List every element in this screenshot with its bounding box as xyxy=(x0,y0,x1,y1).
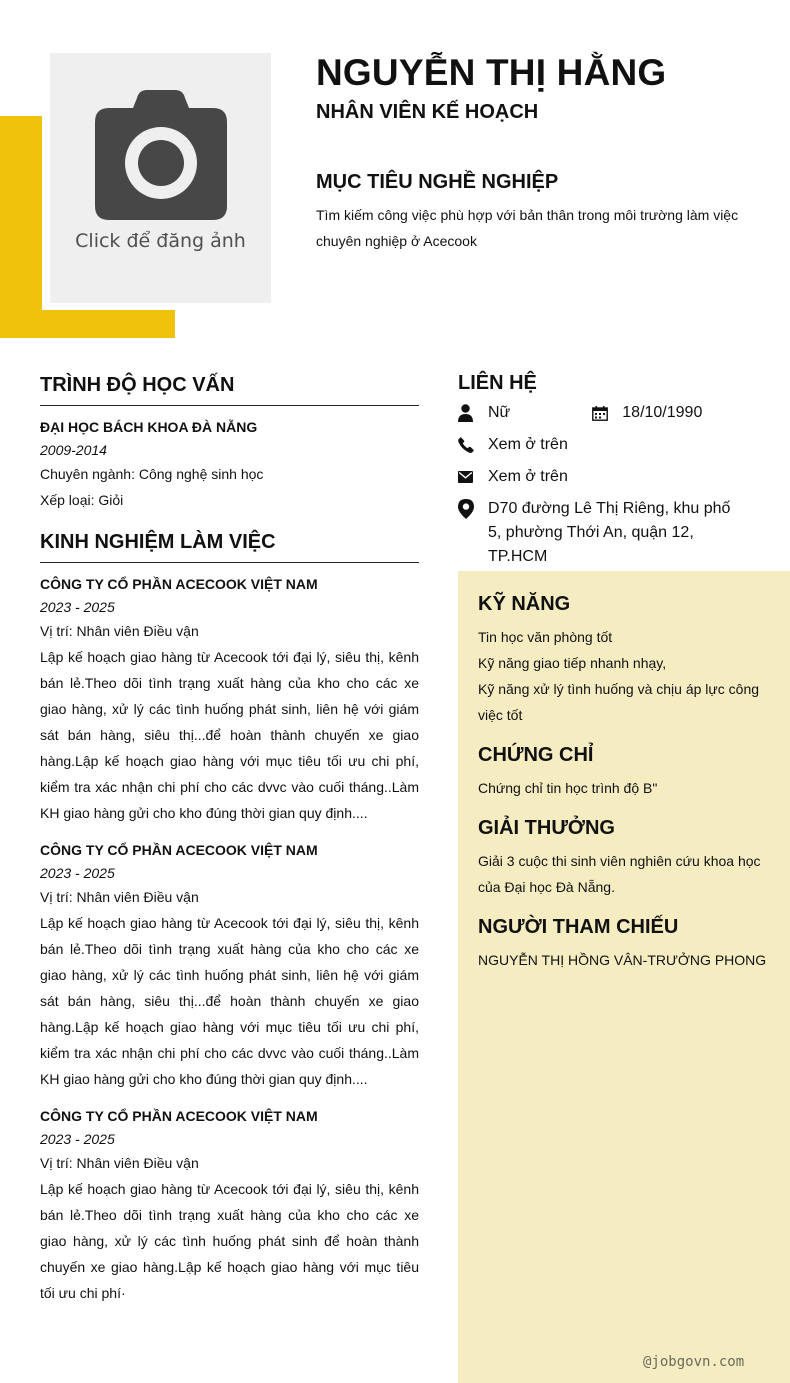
watermark: @jobgovn.com xyxy=(643,1354,745,1370)
company-name: CÔNG TY CỔ PHẦN ACECOOK VIỆT NAM xyxy=(40,1108,318,1124)
skill-item: Kỹ năng giao tiếp nhanh nhạy, xyxy=(478,655,667,671)
calendar-icon xyxy=(592,401,622,425)
experience-entry xyxy=(40,1104,419,1306)
education-major: Chuyên ngành: Công nghệ sinh học xyxy=(40,466,264,482)
location-pin-icon xyxy=(458,497,488,521)
experience-position: Vị trí: Nhân viên Điều vận xyxy=(40,623,199,639)
skill-item: Kỹ năng xử lý tình huống và chịu áp lực công việc tốt xyxy=(478,681,760,723)
certificates-section xyxy=(478,744,770,801)
email-icon xyxy=(458,465,488,489)
education-entry xyxy=(40,415,419,513)
person-icon xyxy=(458,401,488,425)
objective-title: MỤC TIÊU NGHỀ NGHIỆP xyxy=(316,171,559,193)
address-value: D70 đường Lê Thị Riêng, khu phố 5, phường Thới An, quận 12, TP.HCM xyxy=(488,500,731,565)
skills-title: KỸ NĂNG xyxy=(478,593,571,615)
experience-time: 2023 - 2025 xyxy=(40,1131,115,1147)
email-value: Xem ở trên xyxy=(488,468,568,485)
certificate-text: Chứng chỉ tin học trình độ B" xyxy=(478,780,658,796)
references-section xyxy=(478,916,770,973)
contact-title: LIÊN HỆ xyxy=(458,372,537,394)
awards-section xyxy=(478,817,770,900)
company-name: CÔNG TY CỔ PHẦN ACECOOK VIỆT NAM xyxy=(40,842,318,858)
contact-section xyxy=(458,372,758,577)
accent-bar-horizontal xyxy=(0,310,175,338)
experience-entry xyxy=(40,572,419,826)
experience-time: 2023 - 2025 xyxy=(40,599,115,615)
education-rank: Xếp loại: Giỏi xyxy=(40,492,124,508)
education-time: 2009-2014 xyxy=(40,442,107,458)
experience-entry xyxy=(40,838,419,1092)
contact-row-email xyxy=(458,465,758,489)
birthday-value: 18/10/1990 xyxy=(622,404,703,421)
candidate-name: NGUYỄN THỊ HẰNG xyxy=(316,52,667,93)
photo-upload-label: Click để đăng ảnh xyxy=(75,230,246,252)
camera-icon xyxy=(95,90,227,220)
phone-value: Xem ở trên xyxy=(488,436,568,453)
contact-row-phone xyxy=(458,433,758,457)
accent-bar-vertical xyxy=(0,116,42,338)
experience-description: Lập kế hoạch giao hàng từ Acecook tới đại lý, siêu thị, kênh bán lẻ.Theo dõi tình trạng xuất hàng của kho cho các xe giao hàng, xử lý các tình huống phát sinh, liên hệ với giám sát bán hàng, siêu thị...để hoàn thành chuyến xe giao hàng.Lập kế hoạch giao hàng với mục tiêu tối ưu chi phí, kiểm tra xác nhận chi phí cho các dvvc vào cuối tháng..Làm KH giao hàng gửi cho kho đúng thời gian quy định.... xyxy=(40,915,419,1087)
experience-title: KINH NGHIỆM LÀM VIỆC xyxy=(40,531,419,563)
contact-row-gender-birthday xyxy=(458,401,758,425)
experience-description: Lập kế hoạch giao hàng từ Acecook tới đại lý, siêu thị, kênh bán lẻ.Theo dõi tình trạng xuất hàng của kho cho các xe giao hàng, xử lý các tình huống phát sinh để hoàn thành chuyến xe giao hàng.Lập kế hoạch giao hàng với mục tiêu tối ưu chi phí· xyxy=(40,1181,419,1301)
experience-time: 2023 - 2025 xyxy=(40,865,115,881)
skills-section xyxy=(478,593,770,728)
experience-description: Lập kế hoạch giao hàng từ Acecook tới đại lý, siêu thị, kênh bán lẻ.Theo dõi tình trạng xuất hàng của kho cho các xe giao hàng, xử lý các tình huống phát sinh, liên hệ với giám sát bán hàng, siêu thị...để hoàn thành chuyến xe giao hàng.Lập kế hoạch giao hàng với mục tiêu tối ưu chi phí, kiểm tra xác nhận chi phí cho các dvvc vào cuối tháng..Làm KH giao hàng gửi cho kho đúng thời gian quy định.... xyxy=(40,649,419,821)
reference-text: NGUYỄN THỊ HỒNG VÂN-TRƯỞNG PHONG xyxy=(478,952,767,968)
skill-item: Tin học văn phòng tốt xyxy=(478,629,613,645)
contact-row-address xyxy=(458,497,758,569)
phone-icon xyxy=(458,433,488,457)
experience-position: Vị trí: Nhân viên Điều vận xyxy=(40,1155,199,1171)
photo-upload[interactable] xyxy=(50,53,271,303)
left-column xyxy=(40,374,419,1318)
certificates-title: CHỨNG CHỈ xyxy=(478,744,594,766)
awards-title: GIẢI THƯỞNG xyxy=(478,817,615,839)
school-name: ĐẠI HỌC BÁCH KHOA ĐÀ NẴNG xyxy=(40,419,258,435)
references-title: NGƯỜI THAM CHIẾU xyxy=(478,916,679,938)
award-text: Giải 3 cuộc thi sinh viên nghiên cứu khoa học của Đại học Đà Nẵng. xyxy=(478,853,761,895)
company-name: CÔNG TY CỔ PHẦN ACECOOK VIỆT NAM xyxy=(40,576,318,592)
education-title: TRÌNH ĐỘ HỌC VẤN xyxy=(40,374,419,406)
experience-position: Vị trí: Nhân viên Điều vận xyxy=(40,889,199,905)
side-panel xyxy=(458,571,790,1383)
job-title: NHÂN VIÊN KẾ HOẠCH xyxy=(316,101,539,123)
gender-value: Nữ xyxy=(488,404,511,421)
objective-text: Tìm kiếm công việc phù hợp với bản thân trong môi trường làm việc chuyên nghiệp ở Acecook xyxy=(316,207,739,249)
